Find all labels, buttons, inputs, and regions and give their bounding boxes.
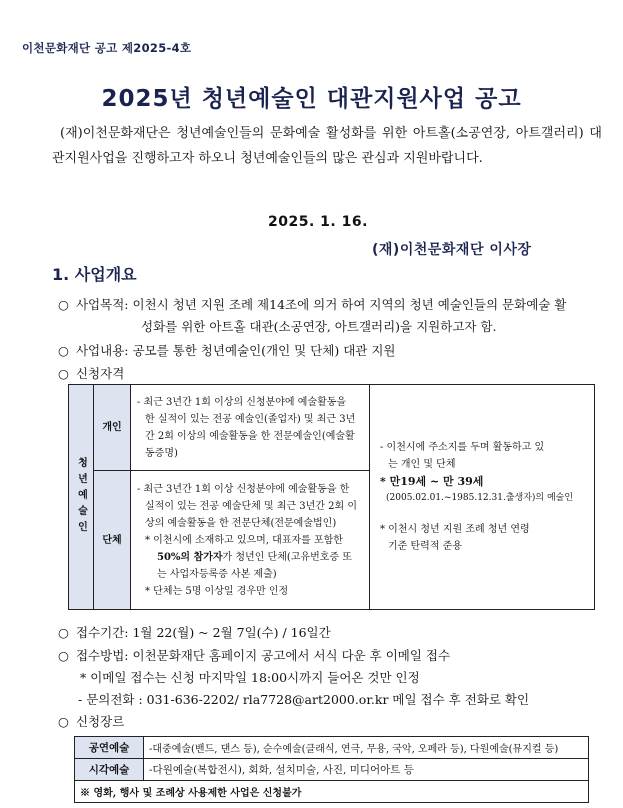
notice-number: 이천문화재단 공고 제2025-4호 xyxy=(22,41,192,55)
organization-signature: (재)이천문화재단 이사장 xyxy=(372,242,532,258)
group-note: 50%의 참가자가 청년인 단체(고유번호증 또 xyxy=(157,551,352,563)
individual-line: 간 2회 이상의 예술활동을 한 전문예술인(예술활 xyxy=(145,430,355,442)
group-note: 는 사업자등록증 사본 제출) xyxy=(157,568,277,580)
individual-line: 한 실적이 있는 전공 예술인(졸업자) 및 최근 3년 xyxy=(145,413,356,425)
section-heading: 1. 사업개요 xyxy=(52,265,137,284)
bullet-icon: ○ xyxy=(58,366,69,381)
qualification-line: ○ 신청자격 xyxy=(58,366,125,381)
genre-label: 시각예술 xyxy=(75,759,144,781)
purpose-line-1: ○ 사업목적: 이천시 청년 지원 조례 제14조에 의거 하여 지역의 청년 예술인들의 문화예술 활 xyxy=(58,297,567,312)
email-note: * 이메일 접수는 신청 마지막일 18:00시까지 들어온 것만 인정 xyxy=(80,670,420,685)
table-row xyxy=(75,781,589,803)
group-note: * 단체는 5명 이상일 경우만 인정 xyxy=(145,585,289,597)
content-line: ○ 사업내용: 공모를 통한 청년예술인(개인 및 단체) 대관 지원 xyxy=(58,343,396,358)
method-line: ○ 접수방법: 이천문화재단 홈페이지 공고에서 서식 다운 후 이메일 접수 xyxy=(58,648,451,663)
table-row xyxy=(75,737,589,759)
common-criteria xyxy=(370,385,595,610)
individual-line: 동증명) xyxy=(145,447,178,459)
common-line: 는 개인 및 단체 xyxy=(388,459,456,470)
genre-footnote: ※ 영화, 행사 및 조례상 사용제한 사업은 신청불가 xyxy=(75,781,589,803)
page-title: 2025년 청년예술인 대관지원사업 공고 xyxy=(101,86,522,112)
group-label-cell xyxy=(69,385,94,610)
genre-table xyxy=(74,736,589,803)
birth-range: (2005.02.01.~1985.12.31.출생자)의 예술인 xyxy=(386,493,574,503)
individual-criteria xyxy=(131,385,370,471)
bullet-icon: ○ xyxy=(58,343,69,358)
bullet-icon: ○ xyxy=(58,714,69,729)
group-note: * 이천시에 소재하고 있으며, 대표자를 포함한 xyxy=(145,534,343,546)
genre-value: -다원예술(복합전시), 회화, 설치미술, 사진, 미디어아트 등 xyxy=(144,759,589,781)
bullet-icon: ○ xyxy=(58,297,69,312)
genre-label: 공연예술 xyxy=(75,737,144,759)
group-line: 상의 예술활동을 한 전문단체(전문예술법인) xyxy=(145,517,337,529)
ordinance-note: * 이천시 청년 지원 조례 청년 연령 xyxy=(380,524,530,535)
group-label-small: 단체 xyxy=(94,471,131,610)
intro-paragraph: (재)이천문화재단은 청년예술인들의 문화예술 활성화를 위한 아트홀(소공연장, 아트갤러리) 대관지원사업을 진행하고자 하오니 청년예술인들의 많은 관심과 지원바랍니다. xyxy=(52,126,602,166)
purpose-line-2: 성화를 위한 아트홀 대관(소공연장, 아트갤러리)을 지원하고자 함. xyxy=(141,319,497,334)
group-criteria xyxy=(131,471,370,610)
table-row xyxy=(75,759,589,781)
individual-label: 개인 xyxy=(94,385,131,471)
contact-line: - 문의전화 : 031-636-2202/ rla7728@art2000.or.kr 메일 접수 후 전화로 확인 xyxy=(78,692,530,707)
group-line: - 최근 3년간 1회 이상 신청분야에 예술활동을 한 xyxy=(137,483,350,495)
age-range: * 만19세 ~ 만 39세 xyxy=(380,475,484,488)
bullet-icon: ○ xyxy=(58,625,69,640)
group-line: 실적이 있는 전공 예술단체 및 최근 3년간 2회 이 xyxy=(145,500,358,512)
group-label: 청년예술인 xyxy=(75,457,87,537)
ordinance-note: 기준 탄력적 준용 xyxy=(388,541,462,552)
genre-value: -대중예술(밴드, 댄스 등), 순수예술(클래식, 연극, 무용, 국악, 오페라 등), 다원예술(뮤지컬 등) xyxy=(144,737,589,759)
notice-date: 2025. 1. 16. xyxy=(268,214,368,230)
genre-line: ○ 신청장르 xyxy=(58,714,125,729)
eligibility-table xyxy=(68,384,595,610)
bullet-icon: ○ xyxy=(58,648,69,663)
common-line: - 이천시에 주소지를 두며 활동하고 있 xyxy=(380,442,545,453)
period-line: ○ 접수기간: 1월 22(월) ~ 2월 7일(수) / 16일간 xyxy=(58,625,331,640)
individual-line: - 최근 3년간 1회 이상의 신청분야에 예술활동을 xyxy=(137,396,347,408)
